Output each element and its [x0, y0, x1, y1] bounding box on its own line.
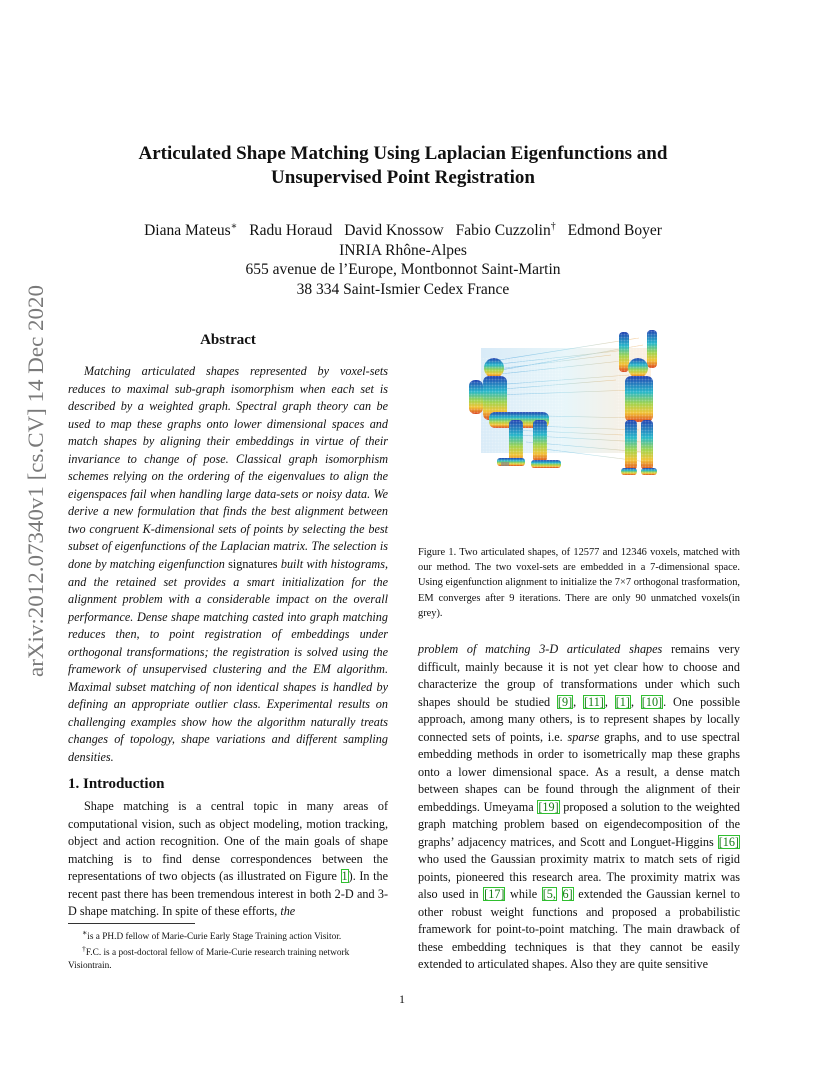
citation-link[interactable]: [17] — [484, 887, 505, 901]
arxiv-stamp-svg — [19, 285, 51, 680]
author-name: Diana Mateus∗ — [144, 221, 238, 240]
author-name: David Knossow — [344, 222, 444, 240]
abstract-signatures-term: signatures — [228, 557, 278, 572]
author-footnote-mark: ∗ — [230, 221, 238, 232]
citation-link[interactable]: [10] — [641, 694, 663, 709]
citation-link[interactable]: [9] — [557, 694, 573, 709]
author-list — [80, 217, 726, 241]
footnote-2: †F.C. is a post-doctoral fellow of Marie-Curie research training network Visiontrain. — [68, 944, 350, 971]
title-line-2: Unsupervised Point Registration — [271, 167, 535, 188]
author-footnote-mark: † — [550, 221, 556, 232]
voxel-shapes-image — [461, 330, 707, 480]
citation-link[interactable]: [16] — [718, 834, 739, 849]
arxiv-stamp — [19, 285, 51, 680]
section-heading-introduction: 1. Introduction — [68, 776, 165, 792]
citation-link[interactable]: 6] — [562, 887, 573, 901]
author-block — [80, 217, 726, 299]
affiliation-institution: INRIA Rhône-Alpes — [339, 241, 467, 259]
footnote-1: ∗is a PH.D fellow of Marie-Curie Early Stage Training action Visitor. — [82, 928, 342, 943]
author-name: Radu Horaud — [249, 222, 333, 240]
author-name: Fabio Cuzzolin† — [455, 221, 556, 240]
citation-link[interactable]: [19] — [538, 799, 559, 814]
footnotes — [68, 927, 388, 972]
right-column-paragraph: problem of matching 3-D articulated shapes remains very difficult, mainly because it is not yet clear how to choose and characterize the group of transformations under which such shapes should be studied [9], [11], [1], [10]. One possible approach, among many others, is to represent shapes by locally connected sets of points, i.e. sparse graphs, and to use spectral embedding methods in order to isometrically map these graphs onto a lower dimensional space. As a result, a dense match between shapes can be found through the alignment of their embeddings. Umeyama [19] proposed a solution to the weighted graph matching problem based on eigendecomposition of the graphs’ adjacency matrices, and Scott and Longuet-Higgins [16] who used the Gaussian proximity matrix to match sets of rigid points, pioneered this research area. The proximity matrix was also used in [17] while [5, 6] extended the Gaussian kernel to other robust weight functions and proposed a probabilistic framework for point-to-point matching. The main drawback of these embedding techniques is that they cannot be easily extended to articulated shapes. Also they are quite sensitive — [418, 642, 741, 971]
abstract-heading: Abstract — [200, 332, 256, 348]
author-name: Edmond Boyer — [567, 222, 662, 240]
affiliation-city: 38 334 Saint-Ismier Cedex France — [296, 280, 510, 298]
footnote-rule — [68, 923, 195, 924]
citation-link[interactable]: [11] — [584, 694, 604, 709]
figure-caption: Figure 1. Two articulated shapes, of 12577 and 12346 voxels, matched with our method. The two voxel-sets are embedded in a 7-dimensional space. Using eigenfunction alignment to initialize the 7×7 orthogonal trasformation, EM converges after 9 iterations. There are only 90 unmatched voxels(in grey). — [418, 547, 740, 619]
citation-link[interactable]: [5, — [542, 887, 556, 901]
paper-title — [80, 142, 726, 190]
citation-link[interactable]: [1] — [615, 694, 630, 709]
figure-reference-link[interactable]: 1 — [341, 869, 348, 883]
affiliation-address: 655 avenue de l’Europe, Montbonnot Saint-Martin — [245, 261, 561, 279]
figure-voxel-shapes — [461, 330, 707, 480]
arxiv-id: arXiv:2012.07340v1 [cs.CV] 14 Dec 2020 — [23, 293, 48, 677]
page-number: 1 — [399, 992, 405, 1006]
introduction-paragraph: Shape matching is a central topic in many areas of computational vision, such as object modeling, motion tracking, object and action recognition. One of the main goals of shape matching is to find dense correspondences between the representations of two objects (as illustrated on Figure 1). In the recent past there has been tremendous interest in both 2-D and 3-D shape matching. In spite of these efforts, the — [68, 799, 389, 918]
title-line-1: Articulated Shape Matching Using Laplacian Eigenfunctions and — [138, 143, 668, 164]
abstract-text: Matching articulated shapes represented by voxel-sets reduces to maximal sub-graph isomorphism when each set is described by a weighted graph. Spectral graph theory can be used to map these graphs onto lower dimensional spaces and match shapes by aligning their embeddings in virtue of their invariance to change of pose. Classical graph isomorphism schemes relying on the ordering of the eigenvalues to align the eigenspaces fail when handling large data-sets or noisy data. We derive a new formulation that finds the best alignment between two congruent K-dimensional sets of points by selecting the best subset of eigenfunctions of the Laplacian matrix. The selection is done by matching eigenfunction signatures built with histograms, and the retained set provides a smart initialization for the alignment problem with a considerable impact on the overall performance. Dense shape matching casted into graph matching reduces then, to point registration of embeddings under orthogonal transformations; the registration is solved using the framework of unsupervised clustering and the EM algorithm. Maximal subset matching of non identical shapes is handled by defining an appropriate outlier class. Experimental results on challenging examples show how the algorithm naturally treats changes of topology, shape variations and different sampling densities. — [68, 364, 389, 765]
